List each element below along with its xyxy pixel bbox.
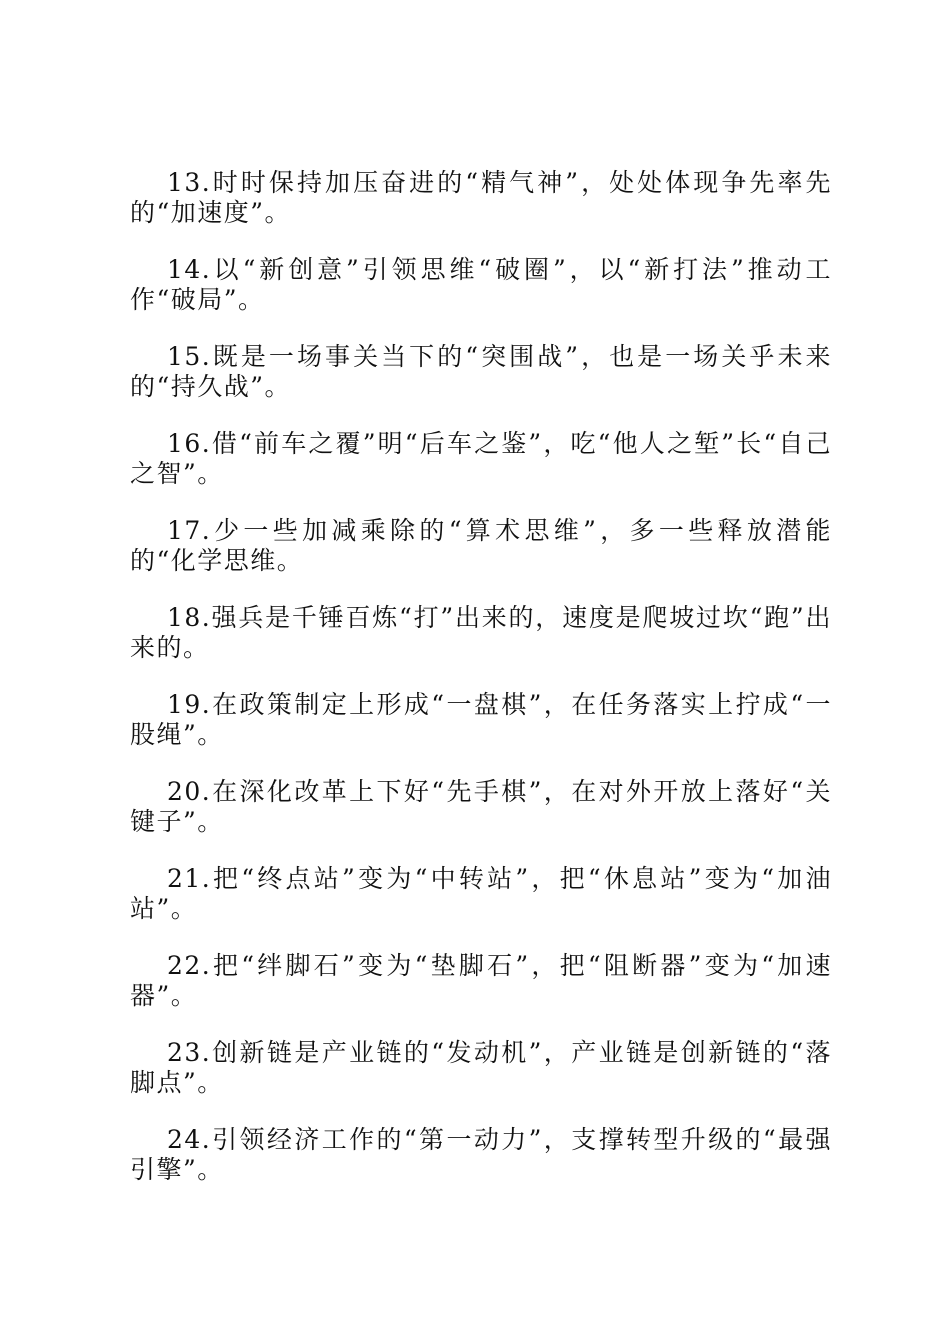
paragraph-16: 16.借“前车之覆”明“后车之鉴”，吃“他人之堑”长“自己之智”。 bbox=[130, 429, 832, 488]
paragraph-22: 22.把“绊脚石”变为“垫脚石”，把“阻断器”变为“加速器”。 bbox=[130, 951, 832, 1010]
paragraph-15: 15.既是一场事关当下的“突围战”，也是一场关乎未来的“持久战”。 bbox=[130, 342, 832, 401]
paragraph-19: 19.在政策制定上形成“一盘棋”，在任务落实上拧成“一股绳”。 bbox=[130, 690, 832, 749]
paragraph-21: 21.把“终点站”变为“中转站”，把“休息站”变为“加油站”。 bbox=[130, 864, 832, 923]
paragraph-14: 14.以“新创意”引领思维“破圈”，以“新打法”推动工作“破局”。 bbox=[130, 255, 832, 314]
paragraph-17: 17.少一些加减乘除的“算术思维”，多一些释放潜能的“化学思维。 bbox=[130, 516, 832, 575]
paragraph-13: 13.时时保持加压奋进的“精气神”，处处体现争先率先的“加速度”。 bbox=[130, 168, 832, 227]
paragraph-24: 24.引领经济工作的“第一动力”，支撑转型升级的“最强引擎”。 bbox=[130, 1125, 832, 1184]
paragraph-23: 23.创新链是产业链的“发动机”，产业链是创新链的“落脚点”。 bbox=[130, 1038, 832, 1097]
paragraph-18: 18.强兵是千锤百炼“打”出来的，速度是爬坡过坎“跑”出来的。 bbox=[130, 603, 832, 662]
paragraph-20: 20.在深化改革上下好“先手棋”，在对外开放上落好“关键子”。 bbox=[130, 777, 832, 836]
document-body bbox=[130, 168, 832, 1212]
